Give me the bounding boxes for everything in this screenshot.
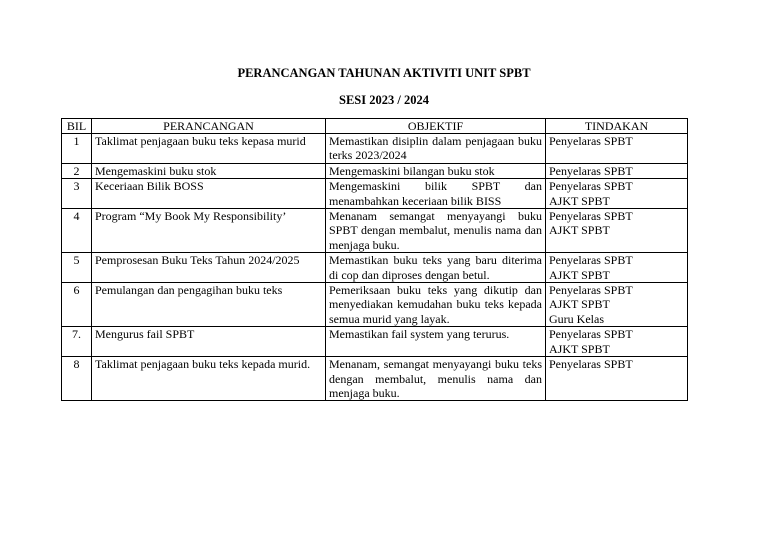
table-row: [62, 163, 688, 178]
cell-tindakan: [546, 209, 688, 253]
cell-perancangan: Keceriaan Bilik BOSS: [92, 179, 326, 209]
cell-objektif: Memastikan buku teks yang baru diterima di cop dan diproses dengan betul.: [326, 253, 546, 283]
tindakan-entry: Penyelaras SPBT: [549, 134, 633, 148]
table-row: [62, 179, 688, 209]
tindakan-entry: AJKT SPBT: [549, 341, 610, 356]
cell-objektif: Mengemaskini bilangan buku stok: [326, 163, 546, 178]
cell-perancangan: Mengemaskini buku stok: [92, 163, 326, 178]
activity-plan-table: [61, 118, 688, 401]
cell-tindakan: [546, 283, 688, 327]
header-perancangan: PERANCANGAN: [92, 119, 326, 134]
cell-perancangan: Pemprosesan Buku Teks Tahun 2024/2025: [92, 253, 326, 283]
cell-bil: 7.: [62, 327, 92, 357]
table-row: [62, 253, 688, 283]
header-objektif: OBJEKTIF: [326, 119, 546, 134]
tindakan-entry: AJKT SPBT: [549, 193, 610, 208]
cell-tindakan: [546, 163, 688, 178]
cell-bil: 4: [62, 209, 92, 253]
cell-objektif: Pemeriksaan buku teks yang dikutip dan menyediakan kemudahan buku teks kepada semua murid yang layak.: [326, 283, 546, 327]
table-row: [62, 209, 688, 253]
cell-objektif: Memastikan fail system yang terurus.: [326, 327, 546, 357]
tindakan-entry: Penyelaras SPBT: [549, 327, 633, 342]
tindakan-entry: AJKT SPBT: [549, 297, 610, 312]
cell-tindakan: [546, 327, 688, 357]
cell-tindakan: [546, 179, 688, 209]
table-row: [62, 134, 688, 164]
tindakan-entry: Penyelaras SPBT: [549, 283, 633, 298]
tindakan-entry: Guru Kelas: [549, 311, 604, 326]
header-tindakan: TINDAKAN: [546, 119, 688, 134]
table-row: [62, 283, 688, 327]
tindakan-entry: Penyelaras SPBT: [549, 209, 633, 224]
table-header-row: [62, 119, 688, 134]
cell-perancangan: Pemulangan dan pengagihan buku teks: [92, 283, 326, 327]
header-bil: BIL: [62, 119, 92, 134]
document-title: PERANCANGAN TAHUNAN AKTIVITI UNIT SPBT: [237, 66, 531, 80]
cell-tindakan: [546, 253, 688, 283]
cell-bil: 8: [62, 357, 92, 401]
cell-bil: 1: [62, 134, 92, 164]
cell-bil: 3: [62, 179, 92, 209]
cell-bil: 6: [62, 283, 92, 327]
cell-perancangan: Mengurus fail SPBT: [92, 327, 326, 357]
cell-objektif: Memastikan disiplin dalam penjagaan buku terks 2023/2024: [326, 134, 546, 164]
tindakan-entry: AJKT SPBT: [549, 267, 610, 282]
cell-tindakan: [546, 134, 688, 164]
cell-bil: 5: [62, 253, 92, 283]
cell-tindakan: [546, 357, 688, 401]
session-heading: SESI 2023 / 2024: [339, 93, 429, 107]
table-row: [62, 357, 688, 401]
tindakan-entry: Penyelaras SPBT: [549, 253, 633, 268]
cell-perancangan: Program “My Book My Responsibility’: [92, 209, 326, 253]
tindakan-entry: Penyelaras SPBT: [549, 163, 633, 178]
tindakan-entry: Penyelaras SPBT: [549, 179, 633, 194]
cell-objektif: Menanam semangat menyayangi buku SPBT dengan membalut, menulis nama dan menjaga buku.: [326, 209, 546, 253]
tindakan-entry: AJKT SPBT: [549, 223, 610, 238]
cell-bil: 2: [62, 163, 92, 178]
cell-perancangan: Taklimat penjagaan buku teks kepasa murid: [92, 134, 326, 164]
tindakan-entry: Penyelaras SPBT: [549, 357, 633, 372]
cell-objektif: Mengemaskini bilik SPBT dan menambahkan keceriaan bilik BISS: [326, 179, 546, 209]
cell-objektif: Menanam, semangat menyayangi buku teks dengan membalut, menulis nama dan menjaga buku.: [326, 357, 546, 401]
cell-perancangan: Taklimat penjagaan buku teks kepada murid.: [92, 357, 326, 401]
table-row: [62, 327, 688, 357]
